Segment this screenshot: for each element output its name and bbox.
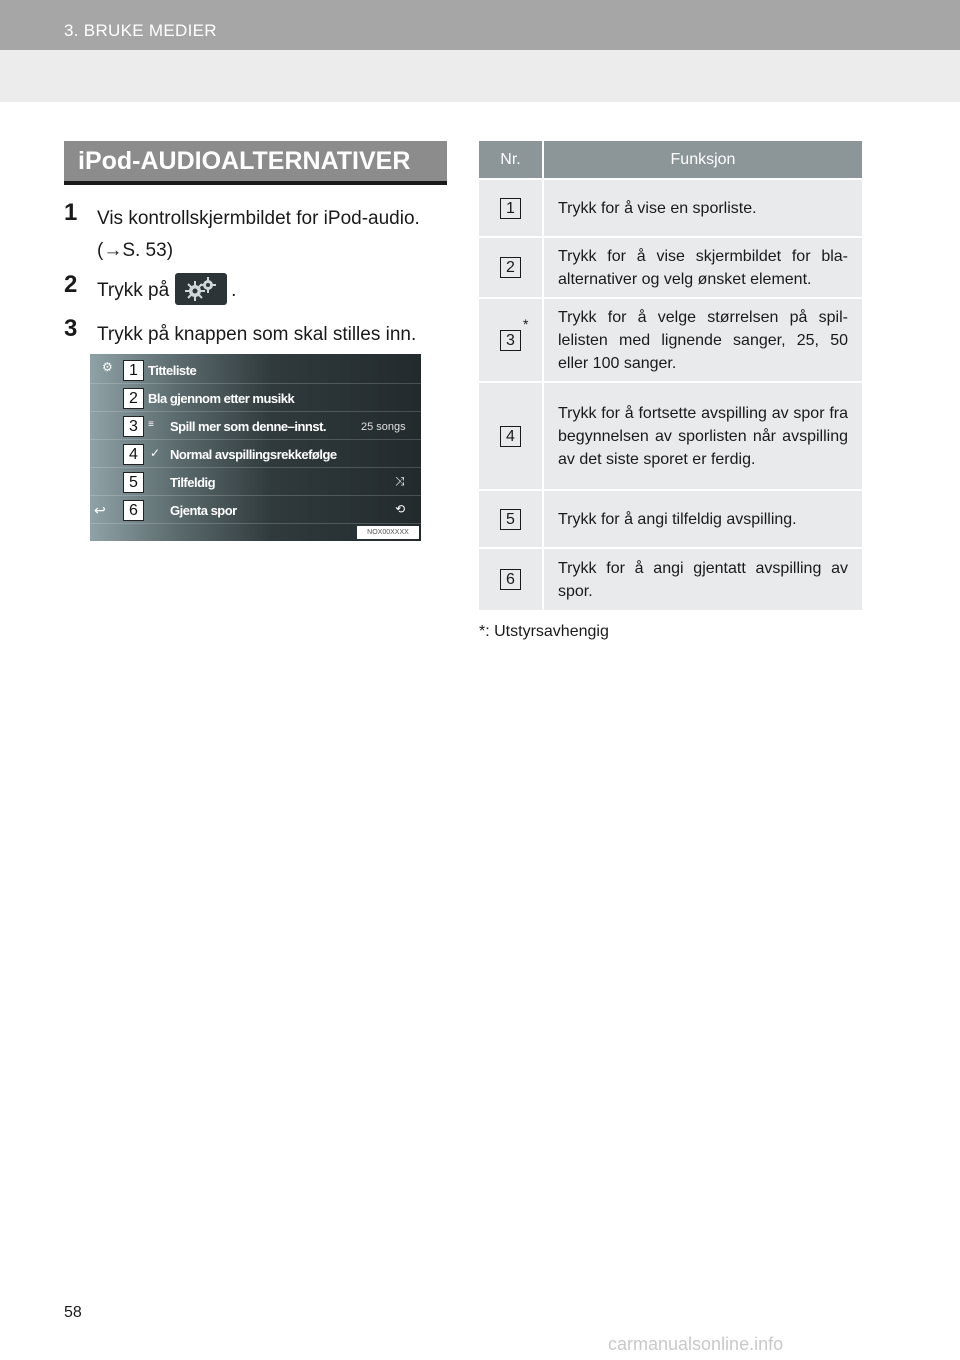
section-heading: iPod-AUDIOALTERNATIVER: [64, 141, 447, 185]
step-1-page-reference: (→S. 53): [97, 240, 174, 261]
function-description: Trykk for å velge størrelsen på spil-lelisten med lignende sanger, 25, 50 eller 100 sanger.: [543, 298, 862, 382]
nr-cell: [479, 382, 543, 490]
table-row: [479, 298, 862, 382]
table-row: [479, 237, 862, 298]
step-2-text: Trykk på: [97, 280, 170, 301]
back-arrow-icon: ↩: [94, 502, 106, 518]
nr-cell: [479, 179, 543, 237]
table-header-row: [479, 141, 862, 179]
step-number: 1: [64, 199, 78, 226]
footnote: *: Utstyrsavhengig: [479, 623, 609, 640]
nr-cell: [479, 490, 543, 548]
screen-number-badge: 4: [123, 444, 144, 465]
screen-item-label: Tilfeldig: [170, 475, 216, 490]
step-3-text: Trykk på knappen som skal stilles inn.: [97, 324, 417, 345]
screen-row: [90, 440, 421, 468]
number-box: 3: [500, 330, 521, 351]
image-code: NOX00XXXX: [357, 526, 419, 539]
number-box: 5: [500, 509, 521, 530]
number-box: 2: [500, 257, 521, 278]
function-description: Trykk for å angi gjentatt avspilling av spor.: [543, 548, 862, 610]
screen-item-value: 25 songs: [361, 421, 406, 433]
playlist-icon: ≡: [148, 419, 154, 430]
screen-number-badge: 6: [123, 500, 144, 521]
screen-item-label: Gjenta spor: [170, 503, 237, 518]
watermark: carmanualsonline.info: [608, 1334, 784, 1354]
screen-item-label: Bla gjennom etter musikk: [148, 391, 295, 406]
repeat-icon: ⟲: [395, 502, 406, 516]
number-box: 4: [500, 426, 521, 447]
screen-item-label: Normal avspillingsrekkefølge: [170, 447, 337, 462]
ipod-options-screenshot: [90, 354, 421, 541]
header-nr: Nr.: [479, 141, 543, 179]
function-description: Trykk for å vise en sporliste.: [543, 179, 862, 237]
function-description: Trykk for å vise skjermbildet for bla-alternativer og velg ønsket element.: [543, 237, 862, 298]
shuffle-icon: ⤨: [395, 474, 405, 488]
screen-row: [90, 356, 421, 384]
function-description: Trykk for å angi tilfeldig avspilling.: [543, 490, 862, 548]
step-number: 2: [64, 271, 78, 298]
table-row: [479, 490, 862, 548]
screen-row: [90, 412, 421, 440]
nr-cell: [479, 548, 543, 610]
settings-gear-icon: [175, 273, 227, 305]
number-box: 1: [500, 198, 521, 219]
screen-number-badge: 2: [123, 388, 144, 409]
check-icon: ✓: [150, 446, 161, 460]
chapter-title: 3. BRUKE MEDIER: [64, 21, 217, 40]
screen-number-badge: 3: [123, 416, 144, 437]
header-funksjon: Funksjon: [543, 141, 862, 179]
screen-number-badge: 1: [123, 360, 144, 381]
step-number: 3: [64, 315, 78, 342]
step-1-text: Vis kontrollskjermbildet for iPod-audio.: [97, 208, 420, 229]
number-box: 6: [500, 569, 521, 590]
step-2-period: .: [231, 280, 237, 301]
screen-item-label: Titteliste: [148, 363, 197, 378]
screen-item-label: Spill mer som denne–innst.: [170, 419, 327, 434]
footnote-marker: *: [523, 316, 529, 332]
nr-cell: [479, 298, 543, 382]
step-text: [97, 275, 236, 307]
screen-row: [90, 468, 421, 496]
screen-row: [90, 384, 421, 412]
step-text: [97, 203, 420, 267]
settings-gear-icon: ⚙: [102, 360, 113, 374]
nr-cell: [479, 237, 543, 298]
function-description: Trykk for å fortsette avspilling av spor fra begynnelsen av sporlisten når avspilling av det siste sporet er ferdig.: [543, 382, 862, 490]
screen-row: [90, 496, 421, 524]
header-band: [0, 50, 960, 102]
table-row: [479, 382, 862, 490]
table-row: [479, 179, 862, 237]
table-row: [479, 548, 862, 610]
page-number: 58: [64, 1304, 82, 1321]
function-table: [479, 141, 862, 610]
screen-number-badge: 5: [123, 472, 144, 493]
